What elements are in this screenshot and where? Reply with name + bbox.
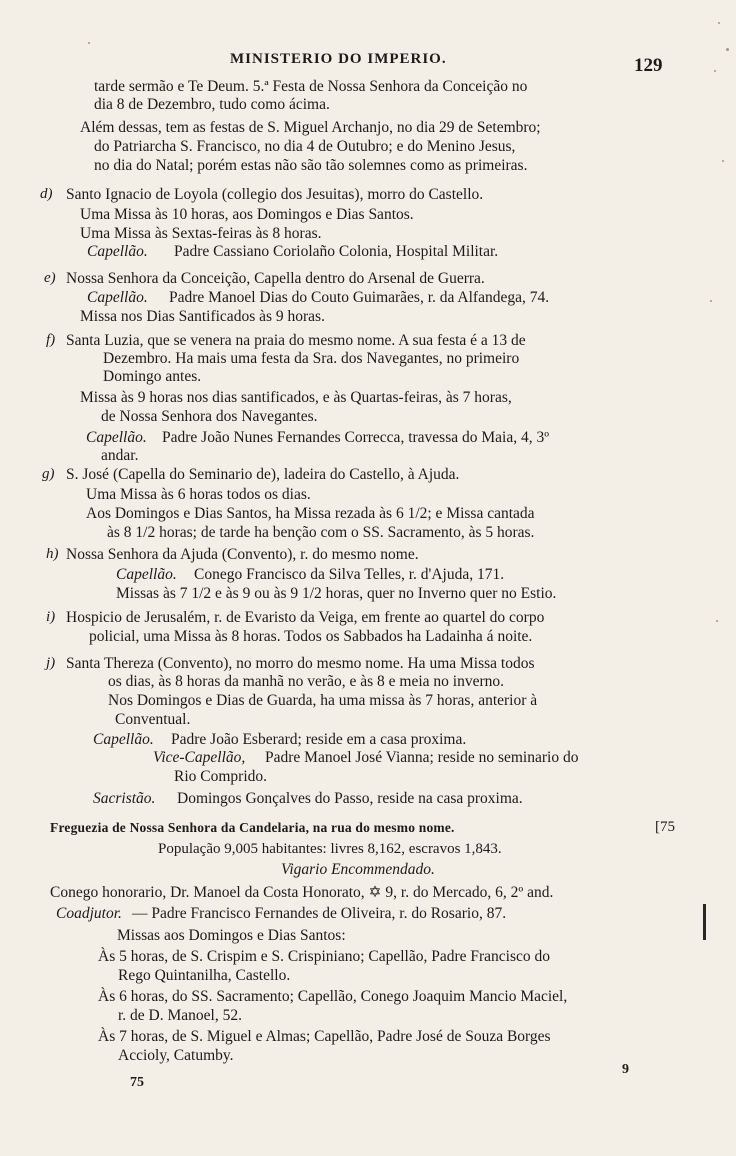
entry-title: Nossa Senhora da Conceição, Capella dentro do Arsenal de Guerra. — [66, 270, 485, 287]
text-line: Conego Francisco da Silva Telles, r. d'Ajuda, 171. — [194, 566, 505, 583]
text-line: dia 8 de Dezembro, tudo como ácima. — [94, 96, 330, 113]
item-marker: d) — [40, 186, 53, 202]
text-line: Padre Manoel Dias do Couto Guimarães, r. da Alfandega, 74. — [169, 289, 550, 306]
text-line: no dia do Natal; porém estas não são tão solemnes como as primeiras. — [94, 157, 528, 174]
text-line: Conego honorario, Dr. Manoel da Costa Honorato, ✡ 9, r. do Mercado, 6, 2º and. — [50, 884, 554, 901]
text-line: Além dessas, tem as festas de S. Miguel Archanjo, no dia 29 de Setembro; — [80, 119, 541, 136]
entry-title: S. José (Capella do Seminario de), ladeira do Castello, à Ajuda. — [66, 466, 460, 483]
margin-note: [75 — [655, 819, 675, 835]
speck — [716, 620, 718, 622]
text-line: andar. — [101, 447, 139, 464]
text-line: Missa nos Dias Santificados às 9 horas. — [80, 308, 325, 325]
text-line: os dias, às 8 horas da manhã no verão, e às 8 e meia no inverno. — [108, 673, 504, 690]
role-label: Coadjutor. — [56, 905, 122, 922]
text-line: Rego Quintanilha, Castello. — [118, 967, 291, 984]
text-line: Padre João Esberard; reside em a casa proxima. — [171, 731, 467, 748]
text-line: Uma Missa às 6 horas todos os dias. — [86, 486, 311, 503]
role-label: Capellão. — [86, 429, 147, 446]
text-line: Às 7 horas, de S. Miguel e Almas; Capellão, Padre José de Souza Borges — [98, 1028, 551, 1045]
text-line: Padre João Nunes Fernandes Correcca, travessa do Maia, 4, 3º — [162, 429, 550, 446]
role-label: Capellão. — [87, 243, 148, 260]
margin-rule — [703, 904, 706, 940]
footer-folio: 9 — [622, 1062, 629, 1077]
text-line: Accioly, Catumby. — [118, 1047, 234, 1064]
text-line: — Padre Francisco Fernandes de Oliveira, r. do Rosario, 87. — [132, 905, 507, 922]
item-marker: h) — [46, 546, 59, 562]
text-line: Nos Domingos e Dias de Guarda, ha uma missa às 7 horas, anterior à — [108, 692, 538, 709]
speck — [714, 70, 716, 72]
text-line: Uma Missa às 10 horas, aos Domingos e Dias Santos. — [80, 206, 414, 223]
speck — [88, 42, 90, 44]
text-line: Padre Manoel José Vianna; reside no seminario do — [265, 749, 579, 766]
text-line: Domingo antes. — [103, 368, 202, 385]
text-line: Missas às 7 1/2 e às 9 ou às 9 1/2 horas, quer no Inverno quer no Estio. — [116, 585, 557, 602]
population-line: População 9,005 habitantes: livres 8,162, escravos 1,843. — [158, 841, 502, 857]
section-heading: Freguezia de Nossa Senhora da Candelaria, na rua do mesmo nome. — [50, 820, 455, 835]
text-line: Padre Cassiano Coriolaño Colonia, Hospital Militar. — [174, 243, 499, 260]
item-marker: f) — [46, 332, 56, 348]
speck — [726, 48, 729, 51]
text-line: Missa às 9 horas nos dias santificados, e às Quartas-feiras, às 7 horas, — [80, 389, 512, 406]
text-line: Uma Missa às Sextas-feiras às 8 horas. — [80, 225, 322, 242]
text-line: às 8 1/2 horas; de tarde ha benção com o SS. Sacramento, às 5 horas. — [107, 524, 535, 541]
text-line: Às 6 horas, do SS. Sacramento; Capellão, Conego Joaquim Mancio Maciel, — [98, 988, 568, 1005]
item-marker: j) — [46, 655, 56, 671]
item-marker: e) — [44, 270, 56, 286]
entry-title: Santa Luzia, que se venera na praia do mesmo nome. A sua festa é a 13 de — [66, 332, 526, 349]
text-line: Aos Domingos e Dias Santos, ha Missa rezada às 6 1/2; e Missa cantada — [86, 505, 535, 522]
role-label: Vigario Encommendado. — [281, 861, 435, 878]
running-header: MINISTERIO DO IMPERIO. — [230, 51, 447, 67]
text-line: r. de D. Manoel, 52. — [118, 1007, 242, 1024]
entry-title: Hospicio de Jerusalém, r. de Evaristo da Veiga, em frente ao quartel do corpo — [66, 609, 545, 626]
item-marker: g) — [42, 466, 55, 482]
entry-title: Santo Ignacio de Loyola (collegio dos Jesuitas), morro do Castello. — [66, 186, 484, 203]
role-label: Capellão. — [87, 289, 148, 306]
text-line: Domingos Gonçalves do Passo, reside na casa proxima. — [177, 790, 523, 807]
item-marker: i) — [46, 609, 56, 625]
role-label: Capellão. — [93, 731, 154, 748]
text-line: policial, uma Missa às 8 horas. Todos os Sabbados ha Ladainha á noite. — [89, 628, 533, 645]
role-label: Sacristão. — [93, 790, 156, 807]
role-label: Vice-Capellão, — [153, 749, 246, 766]
speck — [710, 300, 712, 302]
text-line: Rio Comprido. — [174, 768, 268, 785]
text-line: Missas aos Domingos e Dias Santos: — [117, 927, 346, 944]
page-number: 129 — [634, 55, 663, 76]
text-line: tarde sermão e Te Deum. 5.ª Festa de Nossa Senhora da Conceição no — [94, 78, 528, 95]
text-line: Às 5 horas, de S. Crispim e S. Crispiniano; Capellão, Padre Francisco do — [98, 948, 551, 965]
text-line: de Nossa Senhora dos Navegantes. — [101, 408, 318, 425]
text-line: Conventual. — [115, 711, 191, 728]
entry-title: Santa Thereza (Convento), no morro do mesmo nome. Ha uma Missa todos — [66, 655, 535, 672]
entry-title: Nossa Senhora da Ajuda (Convento), r. do mesmo nome. — [66, 546, 419, 563]
speck — [722, 160, 724, 162]
speck — [718, 22, 720, 24]
role-label: Capellão. — [116, 566, 177, 583]
footer-signature: 75 — [130, 1075, 144, 1090]
text-line: Dezembro. Ha mais uma festa da Sra. dos Navegantes, no primeiro — [103, 350, 520, 367]
text-line: do Patriarcha S. Francisco, no dia 4 de Outubro; e do Menino Jesus, — [94, 138, 516, 155]
